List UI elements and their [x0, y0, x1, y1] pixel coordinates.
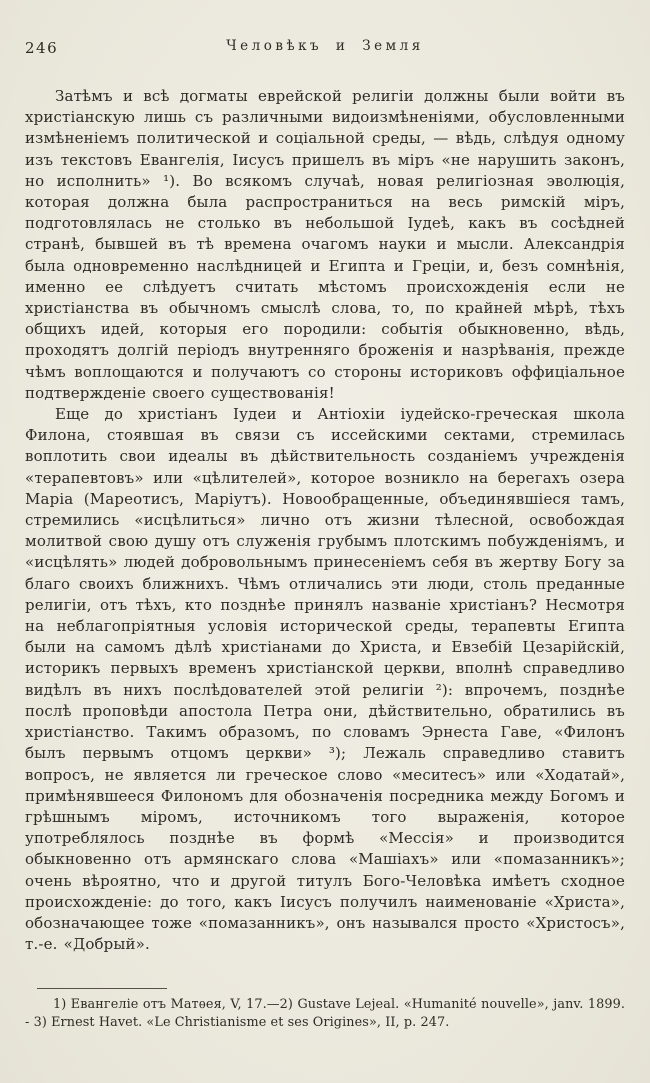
footnote-text: 1) Евангеліе отъ Матѳея, V, 17.—2) Gustave Lejeal. «Humanité nouvelle», janv. 1899. - 3) Ernest Havet. «Le Christianisme et ses Origines», II, p. 247.	[25, 997, 625, 1030]
page-header	[25, 38, 625, 60]
page-number: 246	[25, 39, 59, 57]
footnotes-section	[25, 988, 625, 1031]
footnote-separator	[37, 988, 167, 989]
running-title: Человѣкъ и Земля	[226, 38, 424, 54]
paragraph-2: Еще до христіанъ Іудеи и Антіохіи іудейско-греческая школа Филона, стоявшая въ связи съ иссейскими сектами, стремилась воплотить свои идеалы въ дѣйствительность созданіемъ учрежденія «терапевтовъ» или «цѣлителей», которое возникло на берегахъ озера Маріа (Мареотисъ, Маріутъ). Новообращенные, объединявшіеся тамъ, стремились «исцѣлиться» лично отъ жизни тѣлесной, освобождая молитвой свою душу отъ служенія грубымъ плотскимъ побужденіямъ, и «исцѣлять» людей добровольнымъ принесеніемъ себя въ жертву Богу за благо своихъ ближнихъ. Чѣмъ отличались эти люди, столь преданные религіи, отъ тѣхъ, кто позднѣе принялъ названіе христіанъ? Несмотря на неблагопріятныя условія исторической среды, терапевты Египта были на самомъ дѣлѣ христіанами до Христа, и Евзебій Цезарійскій, историкъ первыхъ временъ христіанской церкви, вполнѣ справедливо видѣлъ въ нихъ послѣдователей этой религіи ²): впрочемъ, позднѣе послѣ проповѣди апостола Петра они, дѣйствительно, обратились въ христіанство. Такимъ образомъ, по словамъ Эрнеста Гаве, «Филонъ былъ первымъ отцомъ церкви» ³); Лежаль справедливо ставитъ вопросъ, не является ли греческое слово «меситесъ» или «Ходатай», примѣнявшееся Филономъ для обозначенія посредника между Богомъ и грѣшнымъ міромъ, источникомъ того выраженія, которое употреблялось позднѣе въ формѣ «Мессія» и производится обыкновенно отъ армянскаго слова «Машіахъ» или «помазанникъ»; очень вѣроятно, что и другой титулъ Бого-Человѣка имѣетъ сходное происхожденіе: до того, какъ Іисусъ получилъ наименованіе «Христа», обозначающее тоже «помазанникъ», онъ назывался просто «Христосъ», т.-е. «Добрый».	[25, 405, 625, 954]
paragraph-1: Затѣмъ и всѣ догматы еврейской религіи должны были войти въ христіанскую лишь съ различными видоизмѣненіями, обусловленными измѣненіемъ политической и соціальной среды, — вѣдь, слѣдуя одному изъ текстовъ Евангелія, Іисусъ пришелъ въ міръ «не нарушить законъ, но исполнить» ¹). Во всякомъ случаѣ, новая религіозная эволюція, которая должна была распространиться на весь римскій міръ, подготовлялась не столько въ небольшой Іудеѣ, какъ въ сосѣдней странѣ, бывшей въ тѣ времена очагомъ науки и мысли. Александрія была одновременно наслѣдницей и Египта и Греціи, и, безъ сомнѣнія, именно ее слѣдуетъ считать мѣстомъ происхожденія если не христіанства въ обычномъ смыслѣ слова, то, по крайней мѣрѣ, тѣхъ общихъ идей, которыя его породили: событія обыкновенно, вѣдь, проходятъ долгій періодъ внутренняго броженія и назрѣванія, прежде чѣмъ воплощаются и получаютъ со стороны историковъ оффиціальное подтвержденіе своего существованія!	[25, 87, 625, 402]
page-body	[25, 86, 625, 955]
